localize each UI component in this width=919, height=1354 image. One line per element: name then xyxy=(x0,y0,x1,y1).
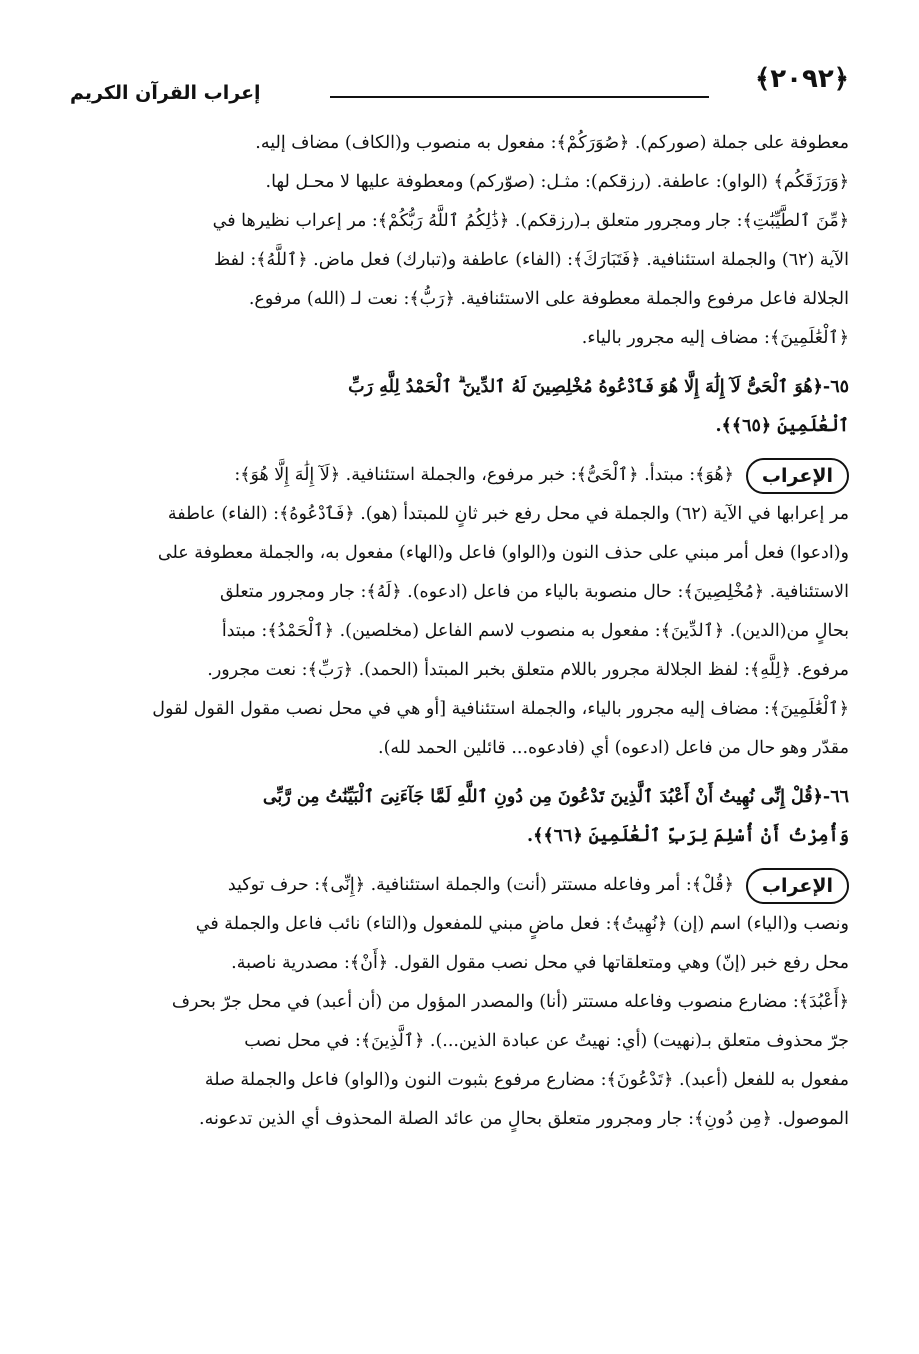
spacer xyxy=(70,446,849,456)
irab-label: الإعراب xyxy=(746,868,849,904)
text-line: ﴿ٱلْعَٰلَمِينَ﴾: مضاف إليه مجرور بالياء، والجملة استئنافية [أو هي في محل نصب مقول القول لقول xyxy=(152,699,849,719)
book-title: إعراب القرآن الكريم xyxy=(70,82,261,104)
text-line: مقدّر وهو حال من فاعل (ادعوه) أي (فادعوه... قائلين الحمد لله). xyxy=(378,738,849,758)
irab-label: الإعراب xyxy=(746,458,849,494)
text-line: ﴿ٱلْعَٰلَمِينَ﴾: مضاف إليه مجرور بالياء. xyxy=(581,328,849,348)
page-number: ﴾٢٠٩٢﴿ xyxy=(755,64,849,94)
text-line: الاستئنافية. ﴿مُخْلِصِينَ﴾: حال منصوبة بالياء من فاعل (ادعوه). ﴿لَهُ﴾: جار ومجرور متعلق xyxy=(220,582,849,602)
text-line: الجلالة فاعل مرفوع والجملة معطوفة على الاستئنافية. ﴿رَبُّ﴾: نعت لـ (الله) مرفوع. xyxy=(248,289,849,309)
page xyxy=(70,60,849,1139)
spacer xyxy=(70,768,849,778)
text-line: محل رفع خبر (إنّ) وهي ومتعلقاتها في محل نصب مقول القول. ﴿أَنْ﴾: مصدرية ناصبة. xyxy=(231,953,849,973)
tafsir-block-64 xyxy=(70,124,849,358)
text-line: مفعول به للفعل (أعبد). ﴿تَدْعُونَ﴾: مضارع مرفوع بثبوت النون و(الواو) فاعل والجملة صلة xyxy=(204,1070,849,1090)
verse-66 xyxy=(70,778,849,856)
verse-line: ٦٥-﴿هُوَ ٱلْحَىُّ لَآ إِلَٰهَ إِلَّا هُوَ فَٱدْعُوهُ مُخْلِصِينَ لَهُ ٱلدِّينَ ۗ ٱلْحَمْدُ لِلَّهِ رَبِّ xyxy=(348,377,849,397)
page-header xyxy=(70,60,849,124)
text-line: ﴿هُوَ﴾: مبتدأ. ﴿ٱلْحَىُّ﴾: خبر مرفوع، والجملة استئنافية. ﴿لَآ إِلَٰهَ إِلَّا هُوَ﴾: xyxy=(234,465,734,485)
text-line: مرفوع. ﴿لِلَّهِ﴾: لفظ الجلالة مجرور باللام متعلق بخبر المبتدأ (الحمد). ﴿رَبِّ﴾: نعت مجرور. xyxy=(207,660,849,680)
text-line: بحالٍ من(الدين). ﴿ٱلدِّينَ﴾: مفعول به منصوب لاسم الفاعل (مخلصين). ﴿ٱلْحَمْدُ﴾: مبتدأ xyxy=(221,621,849,641)
verse-65 xyxy=(70,368,849,446)
irab-block-66 xyxy=(70,866,849,1139)
verse-line: ٦٦-﴿قُلْ إِنِّى نُهِيتُ أَنْ أَعْبُدَ ٱلَّذِينَ تَدْعُونَ مِن دُونِ ٱللَّهِ لَمَّا جَآءَنِىَ ٱلْبَيِّنَٰتُ مِن رَّبِّى xyxy=(262,787,849,807)
text-line: معطوفة على جملة (صوركم). ﴿صُوَرَكُمْ﴾: مفعول به منصوب و(الكاف) مضاف إليه. xyxy=(255,133,849,153)
verse-line: ٱلْعَٰلَمِينَ ﴿٦٥﴾﴾. xyxy=(715,416,849,436)
text-line: ﴿أَعْبُدَ﴾: مضارع منصوب وفاعله مستتر (أنا) والمصدر المؤول من (أن أعبد) في محل جرّ بحرف xyxy=(171,992,849,1012)
text-line: ﴿مِّنَ ٱلطَّيِّبَٰتِ﴾: جار ومجرور متعلق بـ(رزقكم). ﴿ذَٰلِكُمُ ٱللَّهُ رَبُّكُمْ﴾: مر إعراب نظيرها في xyxy=(212,211,849,231)
text-line: ﴿قُلْ﴾: أمر وفاعله مستتر (أنت) والجملة استئنافية. ﴿إِنِّى﴾: حرف توكيد xyxy=(227,875,734,895)
body-text xyxy=(70,124,849,1139)
text-line: الموصول. ﴿مِن دُونِ﴾: جار ومجرور متعلق بحالٍ من عائد الصلة المحذوف أي الذين تدعونه. xyxy=(199,1109,849,1129)
text-line: و(ادعوا) فعل أمر مبني على حذف النون و(الواو) فاعل و(الهاء) مفعول به، والجملة معطوفة على xyxy=(157,543,849,563)
spacer xyxy=(70,856,849,866)
header-rule xyxy=(330,96,709,98)
text-line: جرّ محذوف متعلق بـ(نهيت) (أي: نهيتُ عن عبادة الذين...). ﴿ٱلَّذِينَ﴾: في محل نصب xyxy=(244,1031,849,1051)
spacer xyxy=(70,358,849,368)
text-line: ﴿وَرَزَقَكُم﴾ (الواو): عاطفة. (رزقكم): مثـل: (صوّركم) ومعطوفة عليها لا محـل لها. xyxy=(265,172,849,192)
text-line: ونصب و(الياء) اسم (إن) ﴿نُهِيتُ﴾: فعل ماضٍ مبني للمفعول و(التاء) نائب فاعل والجملة في xyxy=(195,914,849,934)
irab-block-65 xyxy=(70,456,849,768)
text-line: الآية (٦٢) والجملة استئنافية. ﴿فَتَبَارَكَ﴾: (الفاء) عاطفة و(تبارك) فعل ماض. ﴿ٱللَّهُ﴾: لفظ xyxy=(214,250,849,270)
text-line: مر إعرابها في الآية (٦٢) والجملة في محل رفع خبر ثانٍ للمبتدأ (هو). ﴿فَٱدْعُوهُ﴾: (الفاء) عاطفة xyxy=(167,504,849,524)
verse-line: وَأُمِرْتُ أَنْ أُسْلِمَ لِرَبِّ ٱلْعَٰلَمِينَ ﴿٦٦﴾﴾. xyxy=(527,826,849,846)
